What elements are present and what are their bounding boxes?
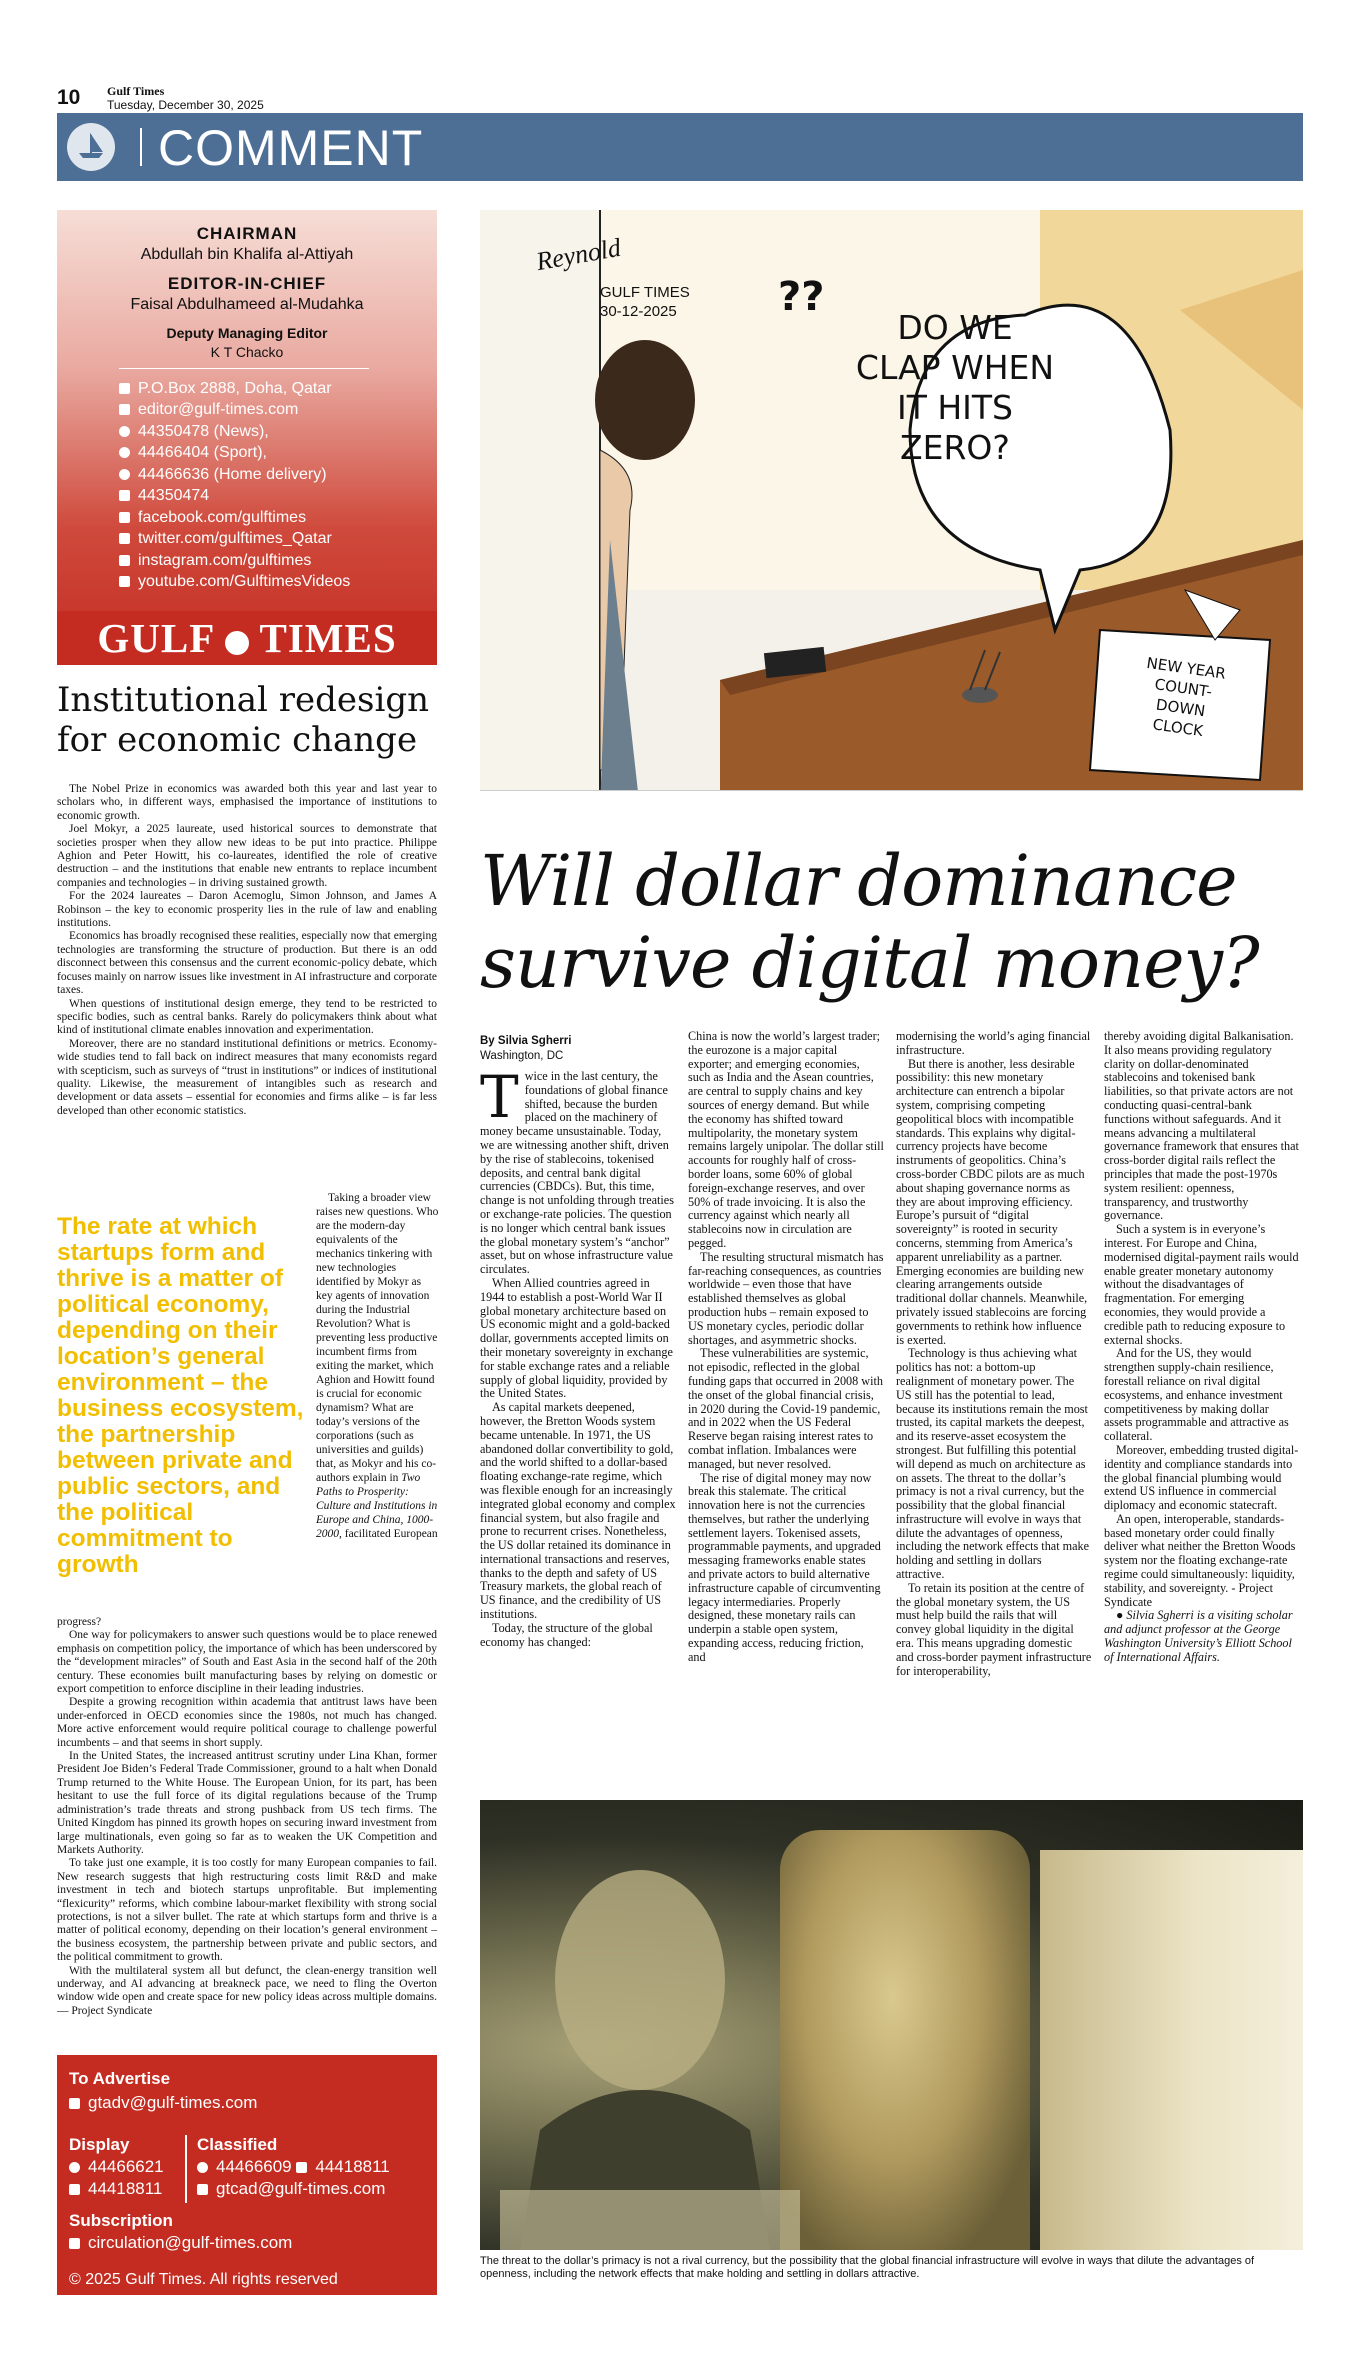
paragraph: But there is another, less desirable possibility: this new monetary architecture can entrench a bipolar system, comprising competing geopolitical blocs with incompatible standards. This explains why digital-currency projects have become instruments of geopolitics. China’s cross-border CBDC pilots are as much about shaping governance norms as they are about improving efficiency. Europe’s pursuit of “digital sovereignty” is rooted in security concerns, stemming from America’s apparent unreliability as a partner. Emerging economies are building new clearing arrangements outside traditional dollar channels. Meanwhile, privately issued stablecoins are forcing governments to rethink how influence is exerted. — [896, 1056, 1088, 1347]
editor-name: Faisal Abdulhameed al-Mudahka — [130, 296, 364, 313]
article-column-4 — [1104, 1030, 1300, 1665]
cartoon-paper: GULF TIMES — [600, 284, 690, 301]
x-icon — [119, 533, 130, 544]
fax-icon — [69, 2184, 80, 2195]
section-bar — [57, 113, 1303, 181]
editorial-body-bottom — [57, 1616, 437, 2018]
pull-quote: The rate at which startups form and thrive is a matter of political economy, depending on their location’s general environment – the business ecosystem, the partnership between private and public sectors, and the political commitment to growth — [57, 1213, 304, 1578]
paper-name: Gulf Times — [107, 84, 165, 98]
section-separator — [140, 128, 142, 166]
byline: By Silvia Sgherri — [480, 1035, 572, 1047]
paragraph: When Allied countries agreed in 1944 to establish a post-World War II global monetary architecture based on US economic might and a gold-backed dollar, governments accepted limits on their monetary sovereignty in exchange for stable exchange rates and a reliable supply of global liquidity, provided by the United States. — [480, 1275, 673, 1401]
cartoon — [480, 210, 1303, 791]
paragraph: The rise of digital money may now break this stalemate. The critical innovation here is not the currencies themselves, but rather the underlying settlement layers. Tokenised assets, programmable payments, and upgraded messaging frameworks enable states and private actors to build alternative infrastructure capable of circumventing legacy intermediaries. Properly designed, these monetary rails can underpin a stable open system, expanding access, reducing friction, and — [688, 1470, 881, 1664]
paragraph: thereby avoiding digital Balkanisation. It also means providing regulatory clarity on dollar-denominated stablecoins and tokenised bank liabilities, so that private actors are not conducting quasi-central-bank functions without safeguards. And it means advancing a multilateral governance framework that ensures that cross-border digital rails reflect the principles that made the post-1970s system resilient: openness, transparency, and trustworthy governance. — [1104, 1029, 1299, 1223]
contact-twitter[interactable]: twitter.com/gulftimes_Qatar — [119, 530, 332, 548]
paragraph: And for the US, they would strengthen supply-chain resilience, forestall reliance on rival digital ecosystems, and enhance investment competitiveness by making dollar assets programmable and attractive as collateral. — [1104, 1346, 1289, 1444]
paragraph: The Nobel Prize in economics was awarded both this year and last year to scholars who, in different ways, emphasised the importance of institutions to economic growth. — [57, 783, 437, 822]
issue-date: Tuesday, December 30, 2025 — [107, 98, 264, 112]
article-column-2 — [688, 1030, 884, 1665]
portrait-icon — [500, 1800, 800, 2250]
author-note: ● Silvia Sgherri is a visiting scholar and adjunct professor at the George Washington University’s Elliott School of International Affairs. — [1104, 1608, 1293, 1664]
phone-icon — [69, 2162, 80, 2173]
mailbox-icon — [119, 383, 130, 394]
editorial-headline: Institutional redesign for economic change — [57, 680, 429, 760]
advertise-title: To Advertise — [69, 2069, 171, 2088]
email-icon — [197, 2184, 208, 2195]
paragraph: The resulting structural mismatch has far-reaching consequences, as countries worldwide – even those that have established themselves as global production hubs – remain exposed to US monetary cycles, periodic dollar shortages, and asymmetric shocks. — [688, 1249, 884, 1347]
cartoon-date: 30-12-2025 — [600, 303, 677, 320]
paragraph: With the multilateral system all but defunct, the clean-energy transition well underway, and AI advancing at breakneck pace, we need to fling the Overton window wide open and create space for new policy ideas across multiple domains. — Project Syndicate — [57, 1964, 437, 2017]
article-column-3 — [896, 1030, 1092, 1678]
drop-cap: T — [480, 1063, 519, 1131]
advertising-box — [57, 2055, 437, 2295]
paragraph: To retain its position at the centre of the global monetary system, the US must help build the rails that will convey global liquidity in the digital era. This means upgrading domestic and cross-border payment infrastructure for interoperability, — [896, 1580, 1092, 1678]
contact-address: P.O.Box 2888, Doha, Qatar — [119, 380, 332, 398]
countdown-sign: NEW YEAR COUNT- DOWN CLOCK — [1145, 653, 1227, 741]
paragraph: These vulnerabilities are systemic, not episodic, reflected in the global funding gaps that occurred in 2008 with the onset of the global financial crisis, in 2020 during the Covid-19 pandemic, and in 2022 when the US Federal Reserve began raising interest rates to combat inflation. Imbalances were managed, but never resolved. — [688, 1346, 883, 1471]
contact-delivery-phone: 44466636 (Home delivery) — [119, 466, 327, 484]
chairman-name: Abdullah bin Khalifa al-Attiyah — [140, 246, 354, 263]
paragraph: An open, interoperable, standards-based monetary order could finally deliver what neither the Bretton Woods system nor the floating exchange-rate regime could simultaneously: liquidity, stability, and sovereignty. - Project Syndicate — [1104, 1511, 1296, 1609]
dollar-bill-image — [1040, 1850, 1303, 2250]
email-icon — [69, 2098, 80, 2109]
classified-title: Classified — [197, 2135, 278, 2154]
paragraph: Moreover, embedding trusted digital-identity and compliance standards into the global financial plumbing would extend US influence in commercial diplomacy and economic statecraft. — [1104, 1442, 1299, 1513]
ads-divider — [185, 2135, 187, 2203]
photo-caption: The threat to the dollar’s primacy is not a rival currency, but the possibility that the global financial infrastructure will evolve in ways that dilute the advantages of openness, including the network effects that make holding and settling in dollars attractive. — [480, 2255, 1255, 2280]
editorial-body-top — [57, 783, 437, 1118]
paragraph: For the 2024 laureates – Daron Acemoglu, Simon Johnson, and James A Robinson – the key to economic prosperity lies in the rule of law and enabling institutions. — [57, 890, 437, 930]
display-phone-2: 44418811 — [69, 2179, 162, 2199]
paragraph: China is now the world’s largest trader; the eurozone is a major capital exporter; and emerging economies, such as India and the Asean countries, are central to supply chains and key sources of energy demand. But while the economy has shifted toward multipolarity, the monetary system remains largely unipolar. The dollar still accounts for roughly half of cross-border loans, some 60% of global foreign-exchange reserves, and over 50% of trade invoicing. It is also the currency against which nearly all stablecoins now in circulation are pegged. — [688, 1029, 884, 1250]
contact-news-phone: 44350478 (News), — [119, 423, 269, 441]
subscription-title: Subscription — [69, 2211, 173, 2230]
copyright: © 2025 Gulf Times. All rights reserved — [69, 2271, 338, 2288]
fax-icon — [119, 490, 130, 501]
display-title: Display — [69, 2135, 130, 2154]
paragraph: Economics has broadly recognised these realities, especially now that emerging technologies are transforming the structure of production. But there is an odd disconnect between this consensus and the current economic-policy debate, which focuses mainly on narrow issues like investment in AI infrastructure and corporate taxes. — [57, 930, 437, 997]
paragraph: Despite a growing recognition within academia that antitrust laws have been under-enforced in OECD economies since the 1980s, not much has changed. More active enforcement would require political courage to challenge powerful incumbents – and that seems in short supply. — [57, 1696, 437, 1749]
subscription-email[interactable]: circulation@gulf-times.com — [69, 2233, 292, 2253]
staff-divider — [119, 368, 369, 369]
dollar-bills-photo — [480, 1800, 1303, 2250]
deputy-title: Deputy Managing Editor — [166, 325, 328, 341]
advertise-email[interactable]: gtadv@gulf-times.com — [69, 2093, 257, 2113]
editor-title: EDITOR-IN-CHIEF — [167, 274, 327, 293]
contact-email[interactable]: editor@gulf-times.com — [119, 401, 298, 419]
contact-youtube[interactable]: youtube.com/GulftimesVideos — [119, 573, 350, 591]
contact-fax: 44350474 — [119, 487, 209, 505]
paragraph: modernising the world’s aging financial infrastructure. — [896, 1029, 1091, 1057]
contact-sport-phone: 44466404 (Sport), — [119, 444, 267, 462]
dhow-logo-icon — [67, 123, 115, 171]
dollar-bill-image — [780, 1830, 1030, 2250]
question-marks: ?? — [778, 274, 825, 320]
paragraph: When questions of institutional design emerge, they tend to be restricted to specific bodies, such as central banks. Rarely do policymakers think about what kind of institutional climate enables innovation and experimentation. — [57, 997, 437, 1037]
cartoonist-signature: Reynold — [534, 232, 623, 277]
email-icon — [119, 404, 130, 415]
paragraph: Joel Mokyr, a 2025 laureate, used historical sources to demonstrate that societies prosper when they allow new ideas to be put into practice. Philippe Aghion and Peter Howitt, his co-laureates, identified the role of creative destruction – and the institutions that enable new entrants to replace incumbent companies and technologies – in driving sustained growth. — [57, 823, 437, 889]
phone-icon — [119, 469, 130, 480]
article-headline: Will dollar dominance survive digital money? — [480, 840, 1259, 1004]
classified-email[interactable]: gtcad@gulf-times.com — [197, 2179, 385, 2199]
youtube-icon — [119, 576, 130, 587]
paragraph: Such a system is in everyone’s interest. For Europe and China, modernised digital-payment rails would enable greater monetary autonomy without the disadvantages of fragmentation. For emerging economies, they would provide a credible path to reducing exposure to external shocks. — [1104, 1222, 1299, 1347]
email-icon — [69, 2238, 80, 2249]
dateline: Washington, DC — [480, 1050, 564, 1062]
classified-phones: 44466609 44418811 — [197, 2157, 390, 2177]
speech-bubble-text: DO WE CLAP WHEN IT HITS ZERO? — [855, 308, 1055, 467]
paragraph: As capital markets deepened, however, the Bretton Woods system became untenable. In 1971, the US abandoned dollar convertibility to gold, and the world shifted to a dollar-based floating exchange-rate regime, which was flexible enough for an increasingly integrated global economy and complex financial system, but also fragile and prone to recurrent crises. Nonetheless, the US dollar retained its dominance in international transactions and reserves, thanks to the depth and safety of US Treasury markets, the global reach of US finance, and the credibility of US institutions. — [480, 1400, 676, 1622]
paragraph: Moreover, there are no standard institutional definitions or metrics. Economy-wide studies tend to fall back on indirect measures that many economists regard with scepticism, such as surveys of “trust in institutions” or indices of institutional quality. Likewise, the measurement of intangibles such as research and development or data assets – essential for economies and firms alike – is far less developed than other economic statistics. — [57, 1037, 437, 1117]
paragraph: Technology is thus achieving what politics has not: a bottom-up realignment of monetary power. The US still has the potential to lead, because its institutions remain the most trusted, its capital markets the deepest, and its reserve-asset ecosystem the strongest. But fulfilling this potential will depend as much on architecture as on assets. The threat to the dollar’s primacy is not a rival currency, but the possibility that the global financial infrastructure will evolve in ways that dilute the advantages of openness, including the network effects that make holding and settling in dollars attractive. — [896, 1346, 1090, 1582]
staff-box — [57, 210, 437, 665]
instagram-icon — [119, 555, 130, 566]
fax-icon — [296, 2162, 307, 2173]
paragraph: progress? — [57, 1616, 102, 1628]
paragraph: To take just one example, it is too costly for many European companies to fail. New research suggests that high restructuring costs limit R&D and make investment in tech and biotech startups unprofitable. But implementing “flexicurity” reforms, which combine labour-market flexibility with strong social protections, is not a silver bullet. The rate at which startups form and thrive is a matter of political economy, depending on their location’s general environment – the business ecosystem, the partnership between private and public sectors, and the political commitment to growth. — [57, 1857, 437, 1964]
phone-icon — [119, 447, 130, 458]
display-phone-1: 44466621 — [69, 2157, 164, 2177]
contact-facebook[interactable]: facebook.com/gulftimes — [119, 509, 306, 527]
chairman-title: CHAIRMAN — [196, 224, 298, 243]
editorial-narrow-column: Taking a broader view raises new questions. Who are the modern-day equivalents of the mechanics tinkering with new technologies identified by Mokyr as key agents of innovation during the Industrial Revolution? What is preventing less productive incumbent firms from exiting the market, which Aghion and Howitt found is crucial for economic dynamism? What are today’s versions of the corporations (such as universities and guilds) that, as Mokyr and his co-authors explain in Two Paths to Prosperity: Culture and Institutions in Europe and China, 1000-2000, facilitated European — [316, 1192, 439, 1540]
section-title: COMMENT — [158, 120, 424, 176]
paragraph: In the United States, the increased antitrust scrutiny under Lina Khan, former President Joe Biden’s Federal Trade Commissioner, ground to a halt when Donald Trump returned to the White House. The European Union, for its part, has been hesitant to use the full force of its digital regulations because of the Trump administration’s trade threats and strong pushback from US tech firms. The United Kingdom has pinned its growth hopes on securing inward investment from large multinationals, even going so far as to weaken the UK Competition and Markets Authority. — [57, 1750, 437, 1856]
deputy-name: K T Chacko — [210, 344, 284, 360]
phone-icon — [119, 426, 130, 437]
gulf-times-logo: GULF TIMES — [57, 611, 437, 665]
contact-instagram[interactable]: instagram.com/gulftimes — [119, 552, 311, 570]
facebook-icon — [119, 512, 130, 523]
dhow-icon — [225, 631, 249, 655]
phone-icon — [197, 2162, 208, 2173]
paragraph: Today, the structure of the global economy has changed: — [480, 1620, 653, 1649]
article-column-1: Twice in the last century, the foundations of global finance shifted, because the burden placed on the machinery of money became unsustainable. Today, we are witnessing another shift, driven by the rise of stablecoins, tokenised deposits, and central bank digital currencies (CBDCs). But, this time, change is not unfolding through treaties or exchange-rate policies. The question is no longer which central bank issues the global monetary system’s “anchor” asset, but on whose infrastructure value circulates. When Allied countries agreed in 1944 to establish a post-World War II global monetary architecture based on US economic might and a gold-backed dollar, governments accepted limits on their monetary sovereignty in exchange for stable exchange rates and a reliable supply of global liquidity, provided by the United States. As capital markets deepened, however, the Bretton Woods system became untenable. In 1971, the US abandoned dollar convertibility to gold, and the world shifted to a dollar-based floating exchange-rate regime, which was flexible enough for an increasingly integrated global economy and complex financial system, but also fragile and prone to recurrent crises. Nonetheless, the US dollar retained its dominance in international transactions and reserves, thanks to the depth and safety of US Treasury markets, the global reach of US finance, and the credibility of US institutions. Today, the structure of the global economy has changed: — [480, 1063, 676, 1649]
paragraph: One way for policymakers to answer such questions would be to place renewed emphasis on competition policy, the importance of which has been underscored by the “development miracles” of South and East Asia in the second half of the 20th century. These economies built manufacturing bases by relying on domestic or export competition to enforce discipline in their leading industries. — [57, 1629, 437, 1696]
page-number: 10 — [57, 86, 81, 109]
